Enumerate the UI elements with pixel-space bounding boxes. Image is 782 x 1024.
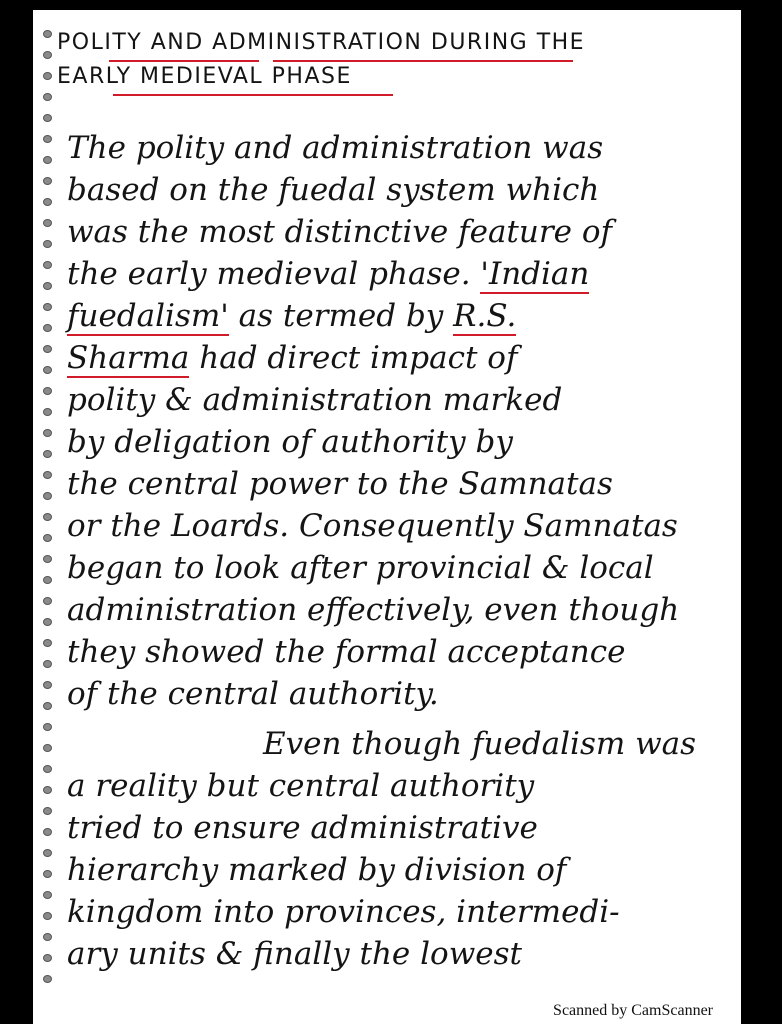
spiral-hole	[43, 870, 52, 878]
text-line-10: or the Loards. Consequently Samnatas	[67, 508, 678, 544]
underlined-indian: 'Indian	[480, 256, 590, 292]
spiral-hole	[43, 534, 52, 542]
spiral-hole	[43, 240, 52, 248]
text-line-5	[67, 298, 516, 334]
spiral-hole	[43, 30, 52, 38]
spiral-hole	[43, 114, 52, 122]
spiral-hole	[43, 618, 52, 626]
text-line-20: ary units & finally the lowest	[67, 936, 522, 972]
spiral-hole	[43, 408, 52, 416]
text-line-19: kingdom into provinces, intermedi-	[67, 894, 620, 930]
text-line-14: of the central authority.	[67, 676, 439, 712]
spiral-hole	[43, 723, 52, 731]
spiral-hole	[43, 345, 52, 353]
spiral-hole	[43, 681, 52, 689]
spiral-hole	[43, 597, 52, 605]
spiral-hole	[43, 513, 52, 521]
text-line-4	[67, 256, 589, 292]
text-line-7: polity & administration marked	[67, 382, 563, 418]
spiral-hole	[43, 744, 52, 752]
spiral-hole	[43, 303, 52, 311]
text-line-1: The polity and administration was	[67, 130, 604, 166]
spiral-hole	[43, 135, 52, 143]
title-underline-1	[109, 60, 259, 62]
spiral-hole	[43, 912, 52, 920]
spiral-hole	[43, 807, 52, 815]
spiral-hole	[43, 660, 52, 668]
spiral-hole	[43, 891, 52, 899]
text-line-15: Even though fuedalism was	[263, 726, 697, 762]
spiral-hole	[43, 177, 52, 185]
spiral-hole	[43, 702, 52, 710]
spiral-hole	[43, 324, 52, 332]
text-line-11: began to look after provincial & local	[67, 550, 654, 586]
underlined-rs: R.S.	[453, 298, 517, 334]
spiral-hole	[43, 555, 52, 563]
title-underline-3	[113, 94, 393, 96]
text-line-8: by deligation of authority by	[67, 424, 513, 460]
spiral-hole	[43, 93, 52, 101]
title-line-1: POLITY AND ADMINISTRATION DURING THE	[57, 30, 586, 55]
text-line-5-middle: as termed by	[228, 298, 454, 334]
text-line-12: administration effectively, even though	[67, 592, 680, 628]
text-line-9: the central power to the Samnatas	[67, 466, 613, 502]
underlined-fuedalism: fuedalism'	[67, 298, 229, 334]
spiral-hole	[43, 261, 52, 269]
spiral-binding	[37, 30, 59, 1010]
notebook-page	[33, 10, 741, 1024]
spiral-hole	[43, 828, 52, 836]
underlined-sharma: Sharma	[67, 340, 190, 376]
text-line-6	[67, 340, 517, 376]
text-line-18: hierarchy marked by division of	[67, 852, 567, 888]
spiral-hole	[43, 282, 52, 290]
text-line-3: was the most distinctive feature of	[67, 214, 613, 250]
spiral-hole	[43, 933, 52, 941]
spiral-hole	[43, 429, 52, 437]
spiral-hole	[43, 975, 52, 983]
spiral-hole	[43, 72, 52, 80]
spiral-hole	[43, 471, 52, 479]
spiral-hole	[43, 198, 52, 206]
spiral-hole	[43, 366, 52, 374]
text-line-16: a reality but central authority	[67, 768, 535, 804]
spiral-hole	[43, 156, 52, 164]
title-line-2: EARLY MEDIEVAL PHASE	[57, 64, 352, 89]
spiral-hole	[43, 219, 52, 227]
spiral-hole	[43, 954, 52, 962]
spiral-hole	[43, 387, 52, 395]
text-line-6-end: had direct impact of	[189, 340, 518, 376]
spiral-hole	[43, 51, 52, 59]
spiral-hole	[43, 849, 52, 857]
spiral-hole	[43, 786, 52, 794]
text-line-2: based on the fuedal system which	[67, 172, 600, 208]
spiral-hole	[43, 492, 52, 500]
title-underline-2	[273, 60, 573, 62]
scanner-watermark: Scanned by CamScanner	[553, 1002, 713, 1019]
text-line-13: they showed the formal acceptance	[67, 634, 626, 670]
spiral-hole	[43, 639, 52, 647]
spiral-hole	[43, 450, 52, 458]
spiral-hole	[43, 765, 52, 773]
spiral-hole	[43, 576, 52, 584]
text-line-17: tried to ensure administrative	[67, 810, 538, 846]
text-line-4-start: the early medieval phase.	[67, 256, 481, 292]
